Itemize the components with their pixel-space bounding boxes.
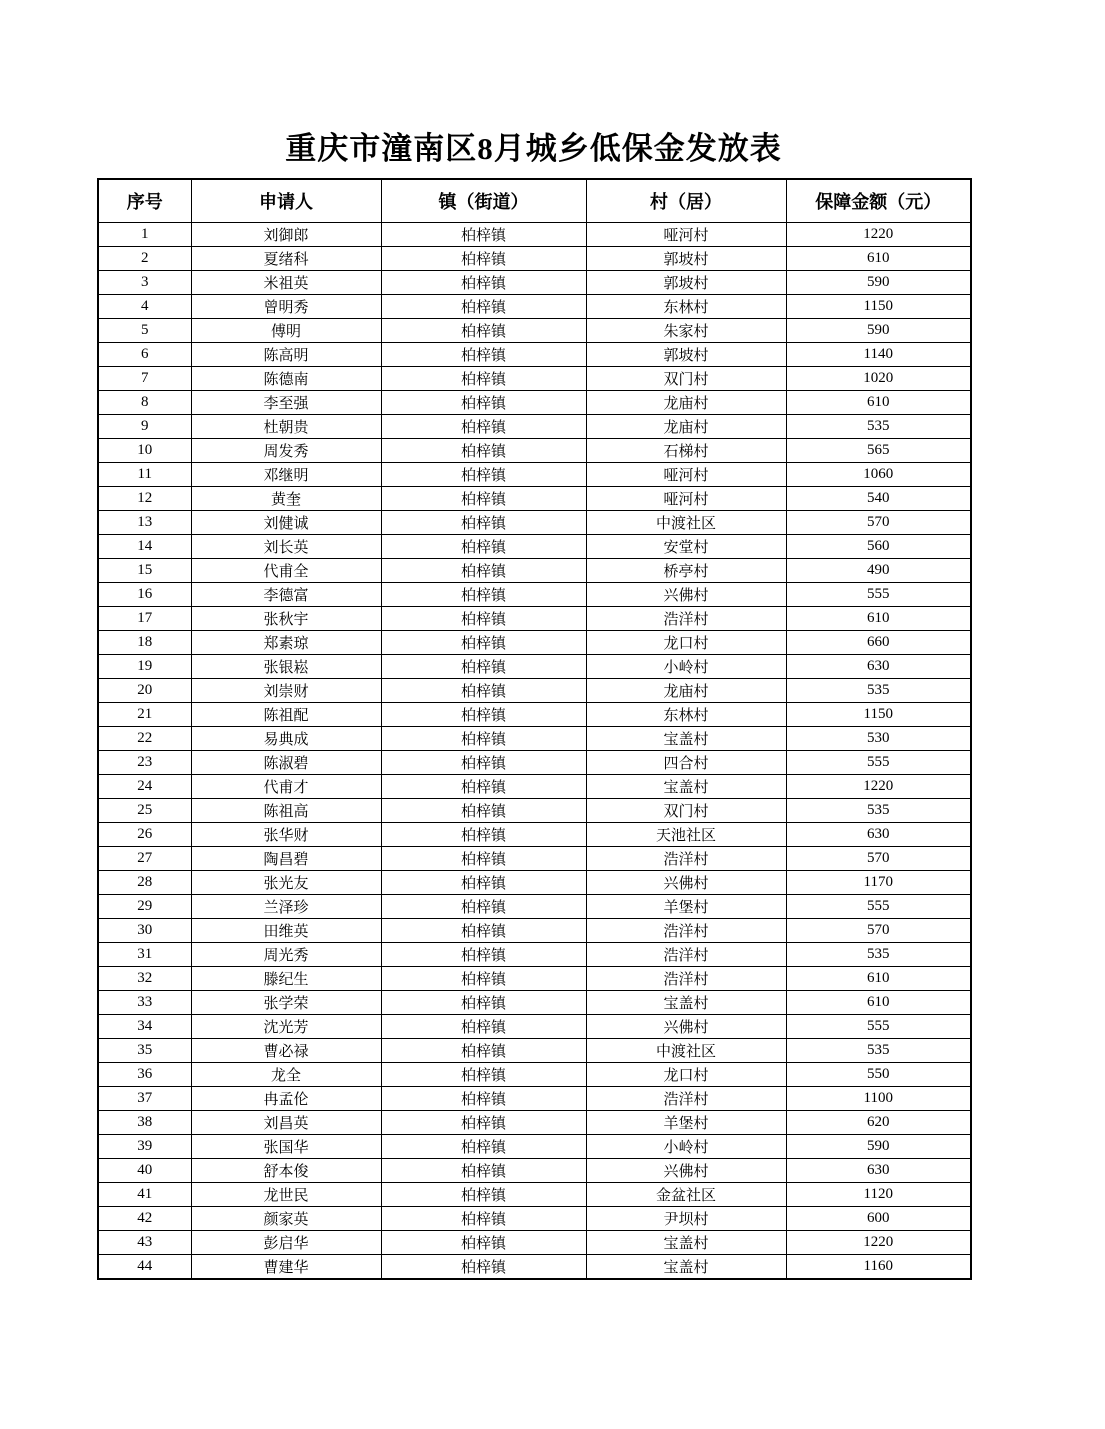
table-row bbox=[98, 1039, 971, 1063]
cell-village: 宝盖村 bbox=[586, 1231, 786, 1255]
cell-amount: 1100 bbox=[786, 1087, 971, 1111]
cell-applicant: 陈淑碧 bbox=[191, 751, 381, 775]
cell-amount: 560 bbox=[786, 535, 971, 559]
cell-village: 朱家村 bbox=[586, 319, 786, 343]
cell-index: 3 bbox=[98, 271, 191, 295]
cell-applicant: 刘御郎 bbox=[191, 223, 381, 247]
cell-amount: 1060 bbox=[786, 463, 971, 487]
table-row bbox=[98, 223, 971, 247]
cell-applicant: 张银崧 bbox=[191, 655, 381, 679]
cell-town: 柏梓镇 bbox=[381, 439, 586, 463]
cell-village: 哑河村 bbox=[586, 223, 786, 247]
cell-applicant: 曾明秀 bbox=[191, 295, 381, 319]
cell-town: 柏梓镇 bbox=[381, 751, 586, 775]
table-row bbox=[98, 703, 971, 727]
cell-amount: 540 bbox=[786, 487, 971, 511]
cell-applicant: 田维英 bbox=[191, 919, 381, 943]
cell-amount: 570 bbox=[786, 847, 971, 871]
table-row bbox=[98, 1087, 971, 1111]
cell-village: 龙口村 bbox=[586, 631, 786, 655]
table-row bbox=[98, 1135, 971, 1159]
table-row bbox=[98, 1231, 971, 1255]
cell-applicant: 邓继明 bbox=[191, 463, 381, 487]
table-row bbox=[98, 655, 971, 679]
cell-applicant: 陈祖高 bbox=[191, 799, 381, 823]
cell-applicant: 冉孟伦 bbox=[191, 1087, 381, 1111]
cell-amount: 490 bbox=[786, 559, 971, 583]
table-header-row bbox=[98, 179, 971, 223]
cell-amount: 630 bbox=[786, 823, 971, 847]
table-row bbox=[98, 631, 971, 655]
cell-index: 42 bbox=[98, 1207, 191, 1231]
cell-village: 龙庙村 bbox=[586, 679, 786, 703]
cell-village: 天池社区 bbox=[586, 823, 786, 847]
cell-index: 12 bbox=[98, 487, 191, 511]
cell-amount: 1150 bbox=[786, 295, 971, 319]
cell-town: 柏梓镇 bbox=[381, 703, 586, 727]
cell-town: 柏梓镇 bbox=[381, 271, 586, 295]
cell-applicant: 刘崇财 bbox=[191, 679, 381, 703]
cell-town: 柏梓镇 bbox=[381, 1015, 586, 1039]
cell-amount: 610 bbox=[786, 607, 971, 631]
table-row bbox=[98, 751, 971, 775]
cell-applicant: 曹必禄 bbox=[191, 1039, 381, 1063]
cell-town: 柏梓镇 bbox=[381, 823, 586, 847]
table-row bbox=[98, 487, 971, 511]
cell-village: 郭坡村 bbox=[586, 343, 786, 367]
cell-town: 柏梓镇 bbox=[381, 967, 586, 991]
cell-index: 40 bbox=[98, 1159, 191, 1183]
table-row bbox=[98, 1207, 971, 1231]
cell-index: 21 bbox=[98, 703, 191, 727]
cell-applicant: 易典成 bbox=[191, 727, 381, 751]
table-row bbox=[98, 919, 971, 943]
cell-village: 东林村 bbox=[586, 295, 786, 319]
cell-index: 14 bbox=[98, 535, 191, 559]
cell-applicant: 兰泽珍 bbox=[191, 895, 381, 919]
cell-village: 兴佛村 bbox=[586, 583, 786, 607]
cell-applicant: 曹建华 bbox=[191, 1255, 381, 1280]
cell-town: 柏梓镇 bbox=[381, 319, 586, 343]
table-row bbox=[98, 559, 971, 583]
cell-village: 桥亭村 bbox=[586, 559, 786, 583]
cell-village: 四合村 bbox=[586, 751, 786, 775]
cell-applicant: 舒本俊 bbox=[191, 1159, 381, 1183]
cell-index: 35 bbox=[98, 1039, 191, 1063]
header-cell-index: 序号 bbox=[98, 179, 191, 223]
cell-town: 柏梓镇 bbox=[381, 415, 586, 439]
cell-amount: 630 bbox=[786, 1159, 971, 1183]
cell-amount: 555 bbox=[786, 583, 971, 607]
table-row bbox=[98, 391, 971, 415]
cell-village: 龙庙村 bbox=[586, 415, 786, 439]
header-cell-village: 村（居） bbox=[586, 179, 786, 223]
cell-index: 23 bbox=[98, 751, 191, 775]
cell-village: 郭坡村 bbox=[586, 271, 786, 295]
cell-town: 柏梓镇 bbox=[381, 1087, 586, 1111]
cell-amount: 535 bbox=[786, 415, 971, 439]
cell-town: 柏梓镇 bbox=[381, 535, 586, 559]
cell-town: 柏梓镇 bbox=[381, 631, 586, 655]
cell-applicant: 代甫全 bbox=[191, 559, 381, 583]
cell-index: 9 bbox=[98, 415, 191, 439]
table-row bbox=[98, 295, 971, 319]
cell-village: 宝盖村 bbox=[586, 727, 786, 751]
cell-town: 柏梓镇 bbox=[381, 655, 586, 679]
cell-village: 浩洋村 bbox=[586, 1087, 786, 1111]
cell-index: 39 bbox=[98, 1135, 191, 1159]
cell-village: 石梯村 bbox=[586, 439, 786, 463]
cell-index: 28 bbox=[98, 871, 191, 895]
table-row bbox=[98, 463, 971, 487]
cell-town: 柏梓镇 bbox=[381, 1039, 586, 1063]
cell-amount: 1220 bbox=[786, 1231, 971, 1255]
table-row bbox=[98, 727, 971, 751]
table-row bbox=[98, 1159, 971, 1183]
cell-applicant: 刘长英 bbox=[191, 535, 381, 559]
cell-village: 龙庙村 bbox=[586, 391, 786, 415]
cell-index: 25 bbox=[98, 799, 191, 823]
cell-amount: 550 bbox=[786, 1063, 971, 1087]
cell-amount: 1020 bbox=[786, 367, 971, 391]
table-row bbox=[98, 799, 971, 823]
cell-index: 37 bbox=[98, 1087, 191, 1111]
cell-town: 柏梓镇 bbox=[381, 1207, 586, 1231]
cell-index: 31 bbox=[98, 943, 191, 967]
cell-applicant: 龙世民 bbox=[191, 1183, 381, 1207]
cell-index: 44 bbox=[98, 1255, 191, 1280]
cell-index: 7 bbox=[98, 367, 191, 391]
cell-village: 浩洋村 bbox=[586, 967, 786, 991]
header-cell-amount: 保障金额（元） bbox=[786, 179, 971, 223]
cell-town: 柏梓镇 bbox=[381, 343, 586, 367]
table-row bbox=[98, 271, 971, 295]
cell-village: 兴佛村 bbox=[586, 1159, 786, 1183]
table-row bbox=[98, 343, 971, 367]
table-row bbox=[98, 967, 971, 991]
cell-town: 柏梓镇 bbox=[381, 511, 586, 535]
cell-applicant: 龙全 bbox=[191, 1063, 381, 1087]
cell-amount: 570 bbox=[786, 511, 971, 535]
cell-amount: 590 bbox=[786, 319, 971, 343]
cell-town: 柏梓镇 bbox=[381, 847, 586, 871]
cell-applicant: 陈祖配 bbox=[191, 703, 381, 727]
cell-amount: 1120 bbox=[786, 1183, 971, 1207]
cell-town: 柏梓镇 bbox=[381, 367, 586, 391]
cell-town: 柏梓镇 bbox=[381, 583, 586, 607]
cell-amount: 610 bbox=[786, 967, 971, 991]
cell-village: 郭坡村 bbox=[586, 247, 786, 271]
cell-amount: 1160 bbox=[786, 1255, 971, 1280]
cell-amount: 590 bbox=[786, 271, 971, 295]
cell-amount: 570 bbox=[786, 919, 971, 943]
cell-town: 柏梓镇 bbox=[381, 463, 586, 487]
cell-village: 中渡社区 bbox=[586, 511, 786, 535]
cell-index: 4 bbox=[98, 295, 191, 319]
cell-applicant: 刘健诚 bbox=[191, 511, 381, 535]
document-title: 重庆市潼南区8月城乡低保金发放表 bbox=[285, 131, 782, 166]
cell-applicant: 彭启华 bbox=[191, 1231, 381, 1255]
cell-index: 16 bbox=[98, 583, 191, 607]
cell-index: 13 bbox=[98, 511, 191, 535]
cell-index: 38 bbox=[98, 1111, 191, 1135]
cell-amount: 610 bbox=[786, 247, 971, 271]
cell-index: 17 bbox=[98, 607, 191, 631]
cell-town: 柏梓镇 bbox=[381, 991, 586, 1015]
cell-village: 羊堡村 bbox=[586, 1111, 786, 1135]
cell-town: 柏梓镇 bbox=[381, 391, 586, 415]
table-row bbox=[98, 847, 971, 871]
cell-applicant: 刘昌英 bbox=[191, 1111, 381, 1135]
cell-index: 5 bbox=[98, 319, 191, 343]
table-row bbox=[98, 775, 971, 799]
cell-amount: 555 bbox=[786, 751, 971, 775]
cell-town: 柏梓镇 bbox=[381, 919, 586, 943]
table-row bbox=[98, 871, 971, 895]
cell-applicant: 张华财 bbox=[191, 823, 381, 847]
cell-town: 柏梓镇 bbox=[381, 223, 586, 247]
table-row bbox=[98, 991, 971, 1015]
cell-applicant: 夏绪科 bbox=[191, 247, 381, 271]
cell-amount: 1140 bbox=[786, 343, 971, 367]
cell-index: 41 bbox=[98, 1183, 191, 1207]
cell-village: 龙口村 bbox=[586, 1063, 786, 1087]
cell-amount: 555 bbox=[786, 895, 971, 919]
cell-index: 22 bbox=[98, 727, 191, 751]
cell-village: 兴佛村 bbox=[586, 871, 786, 895]
header-cell-town: 镇（街道） bbox=[381, 179, 586, 223]
cell-village: 东林村 bbox=[586, 703, 786, 727]
table-row bbox=[98, 823, 971, 847]
cell-applicant: 张光友 bbox=[191, 871, 381, 895]
table-row bbox=[98, 247, 971, 271]
cell-village: 哑河村 bbox=[586, 463, 786, 487]
cell-town: 柏梓镇 bbox=[381, 487, 586, 511]
cell-village: 浩洋村 bbox=[586, 919, 786, 943]
cell-index: 29 bbox=[98, 895, 191, 919]
cell-town: 柏梓镇 bbox=[381, 727, 586, 751]
cell-index: 2 bbox=[98, 247, 191, 271]
cell-applicant: 张学荣 bbox=[191, 991, 381, 1015]
cell-amount: 535 bbox=[786, 943, 971, 967]
table-row bbox=[98, 535, 971, 559]
cell-village: 浩洋村 bbox=[586, 607, 786, 631]
cell-town: 柏梓镇 bbox=[381, 871, 586, 895]
cell-town: 柏梓镇 bbox=[381, 1159, 586, 1183]
cell-amount: 1170 bbox=[786, 871, 971, 895]
cell-town: 柏梓镇 bbox=[381, 775, 586, 799]
cell-town: 柏梓镇 bbox=[381, 1255, 586, 1280]
cell-amount: 630 bbox=[786, 655, 971, 679]
cell-applicant: 沈光芳 bbox=[191, 1015, 381, 1039]
cell-village: 尹坝村 bbox=[586, 1207, 786, 1231]
cell-applicant: 颜家英 bbox=[191, 1207, 381, 1231]
cell-applicant: 陈高明 bbox=[191, 343, 381, 367]
cell-applicant: 周光秀 bbox=[191, 943, 381, 967]
table-row bbox=[98, 1111, 971, 1135]
cell-applicant: 傅明 bbox=[191, 319, 381, 343]
cell-town: 柏梓镇 bbox=[381, 1111, 586, 1135]
table-row bbox=[98, 511, 971, 535]
cell-amount: 565 bbox=[786, 439, 971, 463]
cell-applicant: 杜朝贵 bbox=[191, 415, 381, 439]
table-row bbox=[98, 895, 971, 919]
table-row bbox=[98, 583, 971, 607]
cell-index: 1 bbox=[98, 223, 191, 247]
cell-applicant: 代甫才 bbox=[191, 775, 381, 799]
table-body bbox=[98, 223, 971, 1280]
table-row bbox=[98, 367, 971, 391]
cell-amount: 535 bbox=[786, 1039, 971, 1063]
cell-village: 哑河村 bbox=[586, 487, 786, 511]
cell-town: 柏梓镇 bbox=[381, 1135, 586, 1159]
table-row bbox=[98, 1255, 971, 1280]
cell-applicant: 黄奎 bbox=[191, 487, 381, 511]
cell-index: 18 bbox=[98, 631, 191, 655]
table-row bbox=[98, 607, 971, 631]
cell-index: 32 bbox=[98, 967, 191, 991]
cell-village: 双门村 bbox=[586, 799, 786, 823]
cell-village: 安堂村 bbox=[586, 535, 786, 559]
cell-amount: 610 bbox=[786, 391, 971, 415]
cell-applicant: 米祖英 bbox=[191, 271, 381, 295]
cell-index: 19 bbox=[98, 655, 191, 679]
payment-table bbox=[97, 178, 972, 1280]
cell-village: 浩洋村 bbox=[586, 943, 786, 967]
cell-town: 柏梓镇 bbox=[381, 943, 586, 967]
cell-applicant: 张国华 bbox=[191, 1135, 381, 1159]
cell-amount: 555 bbox=[786, 1015, 971, 1039]
cell-village: 浩洋村 bbox=[586, 847, 786, 871]
cell-amount: 610 bbox=[786, 991, 971, 1015]
cell-town: 柏梓镇 bbox=[381, 895, 586, 919]
cell-applicant: 陶昌碧 bbox=[191, 847, 381, 871]
cell-town: 柏梓镇 bbox=[381, 247, 586, 271]
cell-index: 11 bbox=[98, 463, 191, 487]
table-row bbox=[98, 415, 971, 439]
cell-index: 24 bbox=[98, 775, 191, 799]
cell-index: 15 bbox=[98, 559, 191, 583]
table-row bbox=[98, 1015, 971, 1039]
cell-index: 43 bbox=[98, 1231, 191, 1255]
cell-village: 宝盖村 bbox=[586, 775, 786, 799]
cell-amount: 530 bbox=[786, 727, 971, 751]
table-row bbox=[98, 1183, 971, 1207]
cell-index: 33 bbox=[98, 991, 191, 1015]
table-row bbox=[98, 1063, 971, 1087]
cell-amount: 600 bbox=[786, 1207, 971, 1231]
cell-index: 8 bbox=[98, 391, 191, 415]
cell-village: 小岭村 bbox=[586, 1135, 786, 1159]
cell-amount: 1150 bbox=[786, 703, 971, 727]
cell-applicant: 周发秀 bbox=[191, 439, 381, 463]
cell-town: 柏梓镇 bbox=[381, 679, 586, 703]
cell-index: 34 bbox=[98, 1015, 191, 1039]
cell-index: 6 bbox=[98, 343, 191, 367]
cell-index: 30 bbox=[98, 919, 191, 943]
cell-village: 金盆社区 bbox=[586, 1183, 786, 1207]
cell-applicant: 滕纪生 bbox=[191, 967, 381, 991]
cell-amount: 620 bbox=[786, 1111, 971, 1135]
cell-village: 宝盖村 bbox=[586, 1255, 786, 1280]
cell-village: 小岭村 bbox=[586, 655, 786, 679]
cell-town: 柏梓镇 bbox=[381, 1063, 586, 1087]
cell-index: 27 bbox=[98, 847, 191, 871]
cell-village: 中渡社区 bbox=[586, 1039, 786, 1063]
table-row bbox=[98, 679, 971, 703]
cell-village: 兴佛村 bbox=[586, 1015, 786, 1039]
cell-town: 柏梓镇 bbox=[381, 799, 586, 823]
cell-village: 宝盖村 bbox=[586, 991, 786, 1015]
cell-town: 柏梓镇 bbox=[381, 559, 586, 583]
cell-index: 10 bbox=[98, 439, 191, 463]
header-cell-applicant: 申请人 bbox=[191, 179, 381, 223]
cell-town: 柏梓镇 bbox=[381, 1183, 586, 1207]
cell-town: 柏梓镇 bbox=[381, 1231, 586, 1255]
cell-amount: 1220 bbox=[786, 775, 971, 799]
cell-index: 26 bbox=[98, 823, 191, 847]
cell-village: 双门村 bbox=[586, 367, 786, 391]
cell-applicant: 郑素琼 bbox=[191, 631, 381, 655]
cell-town: 柏梓镇 bbox=[381, 295, 586, 319]
table-row bbox=[98, 319, 971, 343]
cell-amount: 535 bbox=[786, 679, 971, 703]
cell-applicant: 陈德南 bbox=[191, 367, 381, 391]
cell-index: 36 bbox=[98, 1063, 191, 1087]
table-row bbox=[98, 439, 971, 463]
cell-amount: 1220 bbox=[786, 223, 971, 247]
cell-amount: 590 bbox=[786, 1135, 971, 1159]
cell-amount: 660 bbox=[786, 631, 971, 655]
cell-index: 20 bbox=[98, 679, 191, 703]
cell-amount: 535 bbox=[786, 799, 971, 823]
cell-village: 羊堡村 bbox=[586, 895, 786, 919]
cell-applicant: 李至强 bbox=[191, 391, 381, 415]
table-row bbox=[98, 943, 971, 967]
cell-town: 柏梓镇 bbox=[381, 607, 586, 631]
cell-applicant: 张秋宇 bbox=[191, 607, 381, 631]
cell-applicant: 李德富 bbox=[191, 583, 381, 607]
